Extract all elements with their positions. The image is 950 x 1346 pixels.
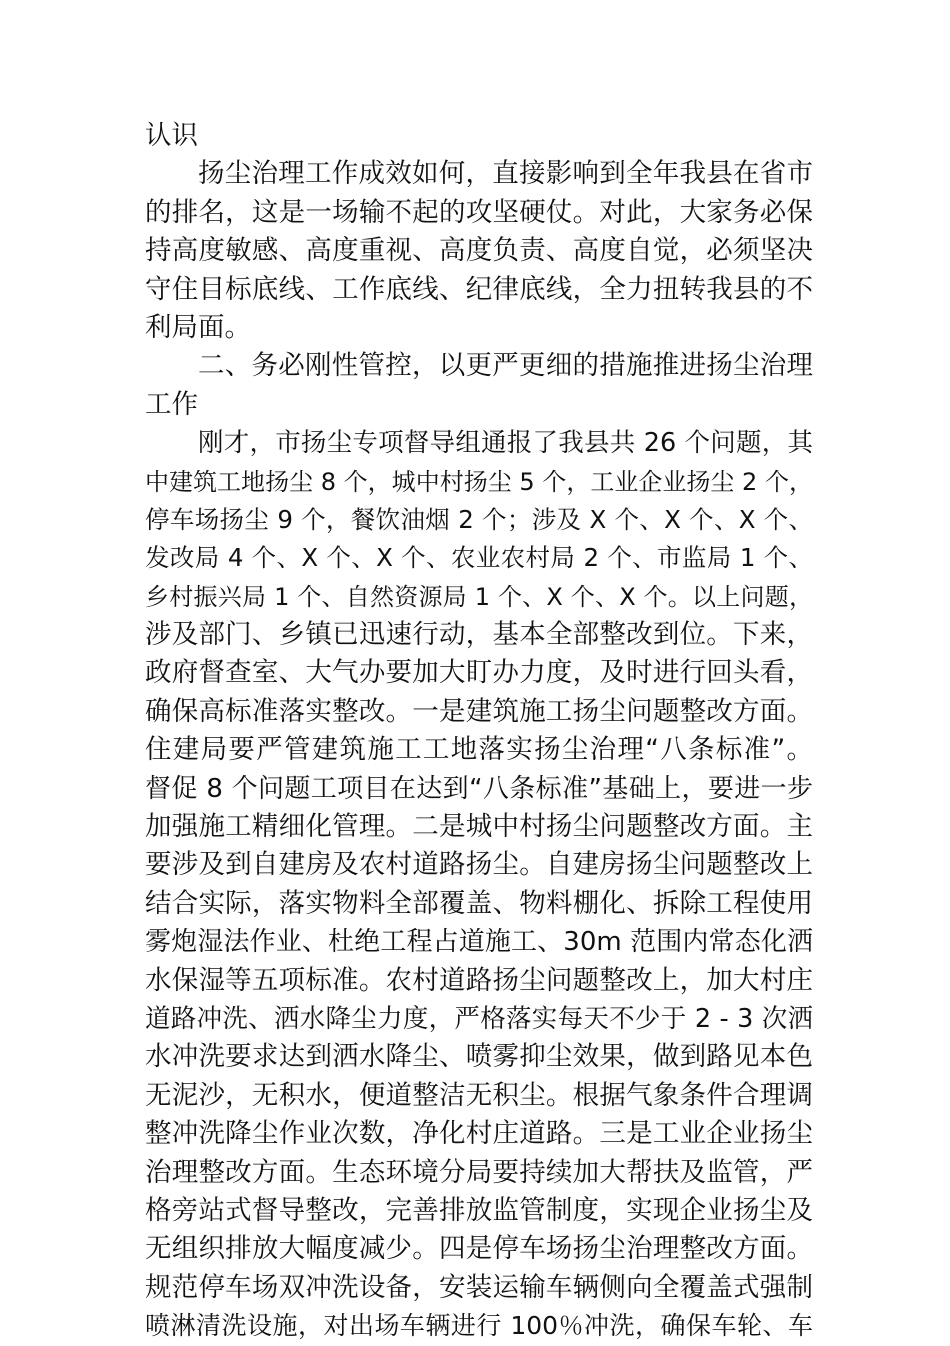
text-line: 发改局 4 个、X 个、X 个、农业农村局 2 个、市监局 1 个、 <box>145 543 813 573</box>
text-line: 格旁站式督导整改，完善排放监管制度，实现企业扬尘及 <box>145 1194 813 1226</box>
text-line: 规范停车场双冲洗设备，安装运输车辆侧向全覆盖式强制 <box>145 1271 813 1303</box>
text-line: 刚才，市扬尘专项督导组通报了我县共 26 个问题，其 <box>198 428 813 459</box>
text-line: 扬尘治理工作成效如何，直接影响到全年我县在省市 <box>198 158 813 190</box>
text-line: 工作 <box>145 388 198 420</box>
text-line: 住建局要严管建筑施工工地落实扬尘治理“八条标准”。 <box>145 734 813 766</box>
text-line: 无组织排放大幅度减少。四是停车场扬尘治理整改方面。 <box>145 1233 813 1265</box>
text-line: 涉及部门、乡镇已迅速行动，基本全部整改到位。下来， <box>145 619 813 651</box>
text-line: 雾炮湿法作业、杜绝工程占道施工、30m 范围内常态化洒 <box>145 927 813 958</box>
text-line: 政府督查室、大气办要加大盯办力度，及时进行回头看， <box>145 657 813 689</box>
text-line: 喷淋清洗设施，对出场车辆进行 100％冲洗，确保车轮、车 <box>145 1311 813 1341</box>
text-line: 水冲洗要求达到洒水降尘、喷雾抑尘效果，做到路见本色 <box>145 1041 813 1073</box>
text-line: 二、务必刚性管控，以更严更细的措施推进扬尘治理 <box>198 350 813 382</box>
body-text <box>145 117 813 1346</box>
text-line: 确保高标准落实整改。一是建筑施工扬尘问题整改方面。 <box>145 695 813 727</box>
text-line: 治理整改方面。生态环境分局要持续加大帮扶及监管，严 <box>145 1156 813 1188</box>
text-line: 结合实际，落实物料全部覆盖、物料棚化、拆除工程使用 <box>145 887 813 919</box>
text-line: 加强施工精细化管理。二是城中村扬尘问题整改方面。主 <box>145 811 813 843</box>
text-line: 利局面。 <box>145 311 251 343</box>
text-line: 停车场扬尘 9 个，餐饮油烟 2 个；涉及 X 个、X 个、X 个、 <box>145 504 813 534</box>
text-line: 守住目标底线、工作底线、纪律底线，全力扭转我县的不 <box>145 273 813 305</box>
text-line: 道路冲洗、洒水降尘力度，严格落实每天不少于 2 - 3 次洒 <box>145 1003 813 1034</box>
text-line: 认识 <box>145 120 198 151</box>
text-line: 无泥沙，无积水，便道整洁无积尘。根据气象条件合理调 <box>145 1079 813 1111</box>
text-line: 持高度敏感、高度重视、高度负责、高度自觉，必须坚决 <box>145 235 813 267</box>
text-line: 督促 8 个问题工项目在达到“八条标准”基础上，要进一步 <box>145 773 813 804</box>
text-line: 水保湿等五项标准。农村道路扬尘问题整改上，加大村庄 <box>145 964 813 996</box>
text-line: 要涉及到自建房及农村道路扬尘。自建房扬尘问题整改上 <box>145 849 813 881</box>
text-line: 整冲洗降尘作业次数，净化村庄道路。三是工业企业扬尘 <box>145 1118 813 1150</box>
text-line: 的排名，这是一场输不起的攻坚硬仗。对此，大家务必保 <box>145 196 813 228</box>
text-line: 中建筑工地扬尘 8 个，城中村扬尘 5 个，工业企业扬尘 2 个， <box>145 467 813 496</box>
text-line: 乡村振兴局 1 个、自然资源局 1 个、X 个、X 个。以上问题， <box>145 582 813 611</box>
